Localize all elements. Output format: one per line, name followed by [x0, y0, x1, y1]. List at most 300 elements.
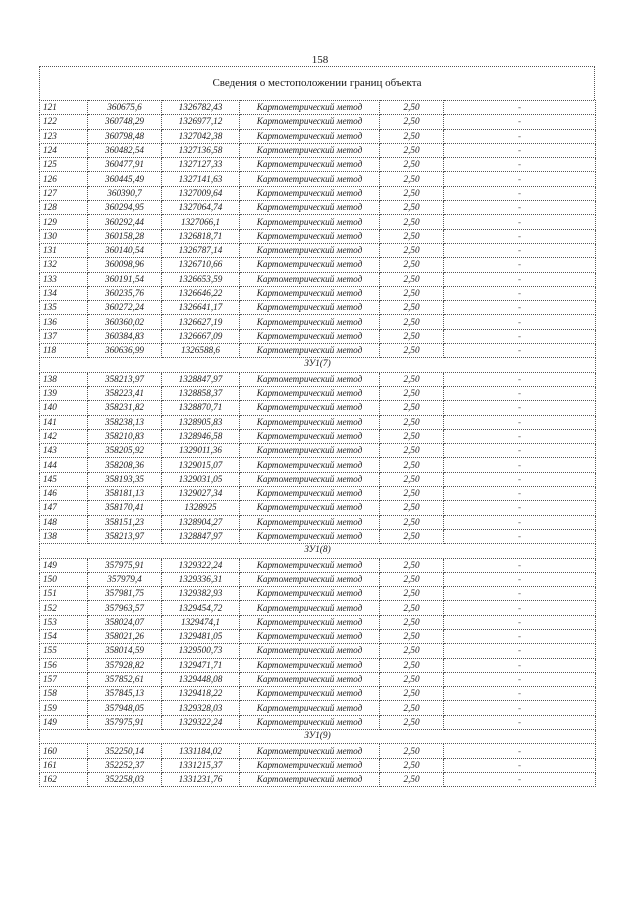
method-cell: Картометрический метод — [240, 687, 380, 701]
table-row — [40, 344, 596, 358]
point-number-cell: 144 — [40, 458, 88, 472]
accuracy-cell: 2,50 — [380, 658, 444, 672]
coord-x-cell: 357845,13 — [88, 687, 162, 701]
coord-x-cell: 360445,49 — [88, 172, 162, 186]
method-cell: Картометрический метод — [240, 658, 380, 672]
accuracy-cell: 2,50 — [380, 158, 444, 172]
description-cell: - — [444, 286, 596, 300]
method-cell: Картометрический метод — [240, 515, 380, 529]
coord-x-cell: 360748,29 — [88, 115, 162, 129]
point-number-cell: 121 — [40, 101, 88, 115]
point-number-cell: 130 — [40, 229, 88, 243]
method-cell: Картометрический метод — [240, 444, 380, 458]
coord-x-cell: 360191,54 — [88, 272, 162, 286]
table-row — [40, 501, 596, 515]
method-cell: Картометрический метод — [240, 258, 380, 272]
method-cell: Картометрический метод — [240, 629, 380, 643]
point-number-cell: 161 — [40, 758, 88, 772]
description-cell: - — [444, 529, 596, 543]
point-number-cell: 141 — [40, 415, 88, 429]
accuracy-cell: 2,50 — [380, 558, 444, 572]
coord-y-cell: 1327066,1 — [162, 215, 240, 229]
coord-y-cell: 1329481,05 — [162, 629, 240, 643]
coord-x-cell: 357963,57 — [88, 601, 162, 615]
method-cell: Картометрический метод — [240, 458, 380, 472]
coord-x-cell: 357975,91 — [88, 715, 162, 729]
table-row — [40, 143, 596, 157]
method-cell: Картометрический метод — [240, 501, 380, 515]
point-number-cell: 143 — [40, 444, 88, 458]
coord-x-cell: 360292,44 — [88, 215, 162, 229]
coord-x-cell: 360098,96 — [88, 258, 162, 272]
coord-y-cell: 1326787,14 — [162, 243, 240, 257]
point-number-cell: 132 — [40, 258, 88, 272]
description-cell: - — [444, 772, 596, 786]
point-number-cell: 136 — [40, 315, 88, 329]
description-cell: - — [444, 272, 596, 286]
description-cell: - — [444, 315, 596, 329]
table-row — [40, 744, 596, 758]
coord-x-cell: 352250,14 — [88, 744, 162, 758]
table-row — [40, 758, 596, 772]
coord-y-cell: 1326627,19 — [162, 315, 240, 329]
method-cell: Картометрический метод — [240, 558, 380, 572]
accuracy-cell: 2,50 — [380, 386, 444, 400]
method-cell: Картометрический метод — [240, 201, 380, 215]
point-number-cell: 126 — [40, 172, 88, 186]
coordinates-sheet — [39, 66, 595, 787]
table-row — [40, 429, 596, 443]
description-cell: - — [444, 572, 596, 586]
description-cell: - — [444, 429, 596, 443]
coord-y-cell: 1326818,71 — [162, 229, 240, 243]
coord-y-cell: 1327009,64 — [162, 186, 240, 200]
point-number-cell: 118 — [40, 344, 88, 358]
method-cell: Картометрический метод — [240, 344, 380, 358]
point-number-cell: 124 — [40, 143, 88, 157]
coord-y-cell: 1329011,36 — [162, 444, 240, 458]
description-cell: - — [444, 143, 596, 157]
coord-x-cell: 360482,54 — [88, 143, 162, 157]
table-row — [40, 229, 596, 243]
description-cell: - — [444, 758, 596, 772]
coord-y-cell: 1328925 — [162, 501, 240, 515]
point-number-cell: 157 — [40, 672, 88, 686]
coord-x-cell: 352258,03 — [88, 772, 162, 786]
coord-y-cell: 1331215,37 — [162, 758, 240, 772]
coord-x-cell: 360636,99 — [88, 344, 162, 358]
method-cell: Картометрический метод — [240, 143, 380, 157]
accuracy-cell: 2,50 — [380, 687, 444, 701]
point-number-cell: 128 — [40, 201, 88, 215]
table-row — [40, 215, 596, 229]
table-row — [40, 529, 596, 543]
coord-x-cell: 360798,48 — [88, 129, 162, 143]
coord-y-cell: 1329454,72 — [162, 601, 240, 615]
accuracy-cell: 2,50 — [380, 401, 444, 415]
coord-x-cell: 358213,97 — [88, 529, 162, 543]
coord-x-cell: 360272,24 — [88, 301, 162, 315]
method-cell: Картометрический метод — [240, 315, 380, 329]
method-cell: Картометрический метод — [240, 572, 380, 586]
coord-y-cell: 1331231,76 — [162, 772, 240, 786]
table-row — [40, 558, 596, 572]
coord-y-cell: 1326588,6 — [162, 344, 240, 358]
method-cell: Картометрический метод — [240, 186, 380, 200]
point-number-cell: 159 — [40, 701, 88, 715]
method-cell: Картометрический метод — [240, 101, 380, 115]
description-cell: - — [444, 186, 596, 200]
method-cell: Картометрический метод — [240, 487, 380, 501]
accuracy-cell: 2,50 — [380, 572, 444, 586]
accuracy-cell: 2,50 — [380, 515, 444, 529]
description-cell: - — [444, 172, 596, 186]
accuracy-cell: 2,50 — [380, 101, 444, 115]
point-number-cell: 122 — [40, 115, 88, 129]
coord-y-cell: 1329027,34 — [162, 487, 240, 501]
section-title: Сведения о местоположении границ объекта — [39, 66, 595, 100]
accuracy-cell: 2,50 — [380, 615, 444, 629]
accuracy-cell: 2,50 — [380, 415, 444, 429]
description-cell: - — [444, 258, 596, 272]
coord-x-cell: 357979,4 — [88, 572, 162, 586]
accuracy-cell: 2,50 — [380, 201, 444, 215]
table-row — [40, 372, 596, 386]
method-cell: Картометрический метод — [240, 372, 380, 386]
method-cell: Картометрический метод — [240, 115, 380, 129]
method-cell: Картометрический метод — [240, 615, 380, 629]
method-cell: Картометрический метод — [240, 758, 380, 772]
description-cell: - — [444, 215, 596, 229]
description-cell: - — [444, 344, 596, 358]
coord-x-cell: 360360,02 — [88, 315, 162, 329]
method-cell: Картометрический метод — [240, 129, 380, 143]
point-number-cell: 131 — [40, 243, 88, 257]
table-row — [40, 315, 596, 329]
description-cell: - — [444, 715, 596, 729]
point-number-cell: 155 — [40, 644, 88, 658]
coord-y-cell: 1329474,1 — [162, 615, 240, 629]
coord-x-cell: 358231,82 — [88, 401, 162, 415]
method-cell: Картометрический метод — [240, 415, 380, 429]
coord-x-cell: 357852,61 — [88, 672, 162, 686]
accuracy-cell: 2,50 — [380, 501, 444, 515]
point-number-cell: 125 — [40, 158, 88, 172]
table-row — [40, 701, 596, 715]
table-row — [40, 258, 596, 272]
description-cell: - — [444, 458, 596, 472]
coord-x-cell: 358170,41 — [88, 501, 162, 515]
coord-y-cell: 1326646,22 — [162, 286, 240, 300]
coord-y-cell: 1329500,73 — [162, 644, 240, 658]
table-row — [40, 515, 596, 529]
coord-x-cell: 357928,82 — [88, 658, 162, 672]
method-cell: Картометрический метод — [240, 587, 380, 601]
group-header-row — [40, 358, 596, 372]
coord-y-cell: 1331184,02 — [162, 744, 240, 758]
table-row — [40, 272, 596, 286]
coord-x-cell: 358213,97 — [88, 372, 162, 386]
coord-y-cell: 1327042,38 — [162, 129, 240, 143]
accuracy-cell: 2,50 — [380, 672, 444, 686]
accuracy-cell: 2,50 — [380, 458, 444, 472]
point-number-cell: 152 — [40, 601, 88, 615]
coord-x-cell: 358014,59 — [88, 644, 162, 658]
group-header-row — [40, 544, 596, 558]
coord-x-cell: 352252,37 — [88, 758, 162, 772]
description-cell: - — [444, 329, 596, 343]
coord-x-cell: 360294,95 — [88, 201, 162, 215]
method-cell: Картометрический метод — [240, 672, 380, 686]
table-row — [40, 386, 596, 400]
accuracy-cell: 2,50 — [380, 172, 444, 186]
group-label: ЗУ1(9) — [40, 730, 596, 744]
point-number-cell: 127 — [40, 186, 88, 200]
table-row — [40, 601, 596, 615]
point-number-cell: 151 — [40, 587, 88, 601]
group-header-row — [40, 730, 596, 744]
table-row — [40, 301, 596, 315]
coord-x-cell: 360140,54 — [88, 243, 162, 257]
table-row — [40, 286, 596, 300]
coord-y-cell: 1329448,08 — [162, 672, 240, 686]
coord-x-cell: 360235,76 — [88, 286, 162, 300]
description-cell: - — [444, 129, 596, 143]
point-number-cell: 146 — [40, 487, 88, 501]
table-row — [40, 487, 596, 501]
accuracy-cell: 2,50 — [380, 444, 444, 458]
table-row — [40, 772, 596, 786]
description-cell: - — [444, 415, 596, 429]
accuracy-cell: 2,50 — [380, 472, 444, 486]
table-row — [40, 329, 596, 343]
table-row — [40, 458, 596, 472]
point-number-cell: 140 — [40, 401, 88, 415]
accuracy-cell: 2,50 — [380, 529, 444, 543]
accuracy-cell: 2,50 — [380, 772, 444, 786]
table-row — [40, 587, 596, 601]
description-cell: - — [444, 601, 596, 615]
table-row — [40, 115, 596, 129]
accuracy-cell: 2,50 — [380, 315, 444, 329]
coord-x-cell: 357975,91 — [88, 558, 162, 572]
coord-y-cell: 1326710,66 — [162, 258, 240, 272]
accuracy-cell: 2,50 — [380, 344, 444, 358]
description-cell: - — [444, 515, 596, 529]
accuracy-cell: 2,50 — [380, 215, 444, 229]
accuracy-cell: 2,50 — [380, 429, 444, 443]
point-number-cell: 154 — [40, 629, 88, 643]
description-cell: - — [444, 558, 596, 572]
coord-x-cell: 357948,05 — [88, 701, 162, 715]
accuracy-cell: 2,50 — [380, 286, 444, 300]
method-cell: Картометрический метод — [240, 272, 380, 286]
description-cell: - — [444, 672, 596, 686]
description-cell: - — [444, 372, 596, 386]
point-number-cell: 139 — [40, 386, 88, 400]
table-row — [40, 572, 596, 586]
coord-x-cell: 358021,26 — [88, 629, 162, 643]
coord-y-cell: 1329336,31 — [162, 572, 240, 586]
coord-x-cell: 358024,07 — [88, 615, 162, 629]
coord-x-cell: 358193,35 — [88, 472, 162, 486]
table-row — [40, 172, 596, 186]
point-number-cell: 149 — [40, 558, 88, 572]
description-cell: - — [444, 658, 596, 672]
coord-x-cell: 357981,75 — [88, 587, 162, 601]
coord-y-cell: 1328870,71 — [162, 401, 240, 415]
coord-y-cell: 1328904,27 — [162, 515, 240, 529]
point-number-cell: 138 — [40, 372, 88, 386]
table-row — [40, 243, 596, 257]
method-cell: Картометрический метод — [240, 644, 380, 658]
accuracy-cell: 2,50 — [380, 644, 444, 658]
method-cell: Картометрический метод — [240, 772, 380, 786]
accuracy-cell: 2,50 — [380, 601, 444, 615]
table-row — [40, 629, 596, 643]
method-cell: Картометрический метод — [240, 401, 380, 415]
table-row — [40, 401, 596, 415]
coord-x-cell: 358205,92 — [88, 444, 162, 458]
coord-y-cell: 1326977,12 — [162, 115, 240, 129]
method-cell: Картометрический метод — [240, 215, 380, 229]
method-cell: Картометрический метод — [240, 229, 380, 243]
description-cell: - — [444, 472, 596, 486]
method-cell: Картометрический метод — [240, 429, 380, 443]
coord-y-cell: 1327141,63 — [162, 172, 240, 186]
method-cell: Картометрический метод — [240, 601, 380, 615]
coord-y-cell: 1329015,07 — [162, 458, 240, 472]
method-cell: Картометрический метод — [240, 386, 380, 400]
table-row — [40, 472, 596, 486]
table-row — [40, 615, 596, 629]
method-cell: Картометрический метод — [240, 158, 380, 172]
description-cell: - — [444, 115, 596, 129]
description-cell: - — [444, 444, 596, 458]
description-cell: - — [444, 243, 596, 257]
coord-x-cell: 360675,6 — [88, 101, 162, 115]
accuracy-cell: 2,50 — [380, 115, 444, 129]
accuracy-cell: 2,50 — [380, 758, 444, 772]
accuracy-cell: 2,50 — [380, 143, 444, 157]
method-cell: Картометрический метод — [240, 243, 380, 257]
accuracy-cell: 2,50 — [380, 186, 444, 200]
method-cell: Картометрический метод — [240, 472, 380, 486]
accuracy-cell: 2,50 — [380, 301, 444, 315]
coord-y-cell: 1327136,58 — [162, 143, 240, 157]
point-number-cell: 145 — [40, 472, 88, 486]
coord-x-cell: 358208,36 — [88, 458, 162, 472]
accuracy-cell: 2,50 — [380, 715, 444, 729]
description-cell: - — [444, 744, 596, 758]
accuracy-cell: 2,50 — [380, 744, 444, 758]
point-number-cell: 160 — [40, 744, 88, 758]
description-cell: - — [444, 229, 596, 243]
point-number-cell: 158 — [40, 687, 88, 701]
description-cell: - — [444, 201, 596, 215]
table-row — [40, 186, 596, 200]
table-row — [40, 715, 596, 729]
method-cell: Картометрический метод — [240, 329, 380, 343]
point-number-cell: 135 — [40, 301, 88, 315]
accuracy-cell: 2,50 — [380, 129, 444, 143]
coord-x-cell: 358223,41 — [88, 386, 162, 400]
accuracy-cell: 2,50 — [380, 229, 444, 243]
method-cell: Картометрический метод — [240, 301, 380, 315]
accuracy-cell: 2,50 — [380, 258, 444, 272]
coord-x-cell: 360477,91 — [88, 158, 162, 172]
group-label: ЗУ1(7) — [40, 358, 596, 372]
point-number-cell: 133 — [40, 272, 88, 286]
accuracy-cell: 2,50 — [380, 629, 444, 643]
coord-y-cell: 1329471,71 — [162, 658, 240, 672]
description-cell: - — [444, 701, 596, 715]
coord-x-cell: 360390,7 — [88, 186, 162, 200]
method-cell: Картометрический метод — [240, 529, 380, 543]
point-number-cell: 137 — [40, 329, 88, 343]
coord-y-cell: 1326641,17 — [162, 301, 240, 315]
method-cell: Картометрический метод — [240, 701, 380, 715]
table-row — [40, 129, 596, 143]
table-row — [40, 158, 596, 172]
point-number-cell: 148 — [40, 515, 88, 529]
coord-y-cell: 1327064,74 — [162, 201, 240, 215]
coord-x-cell: 360158,28 — [88, 229, 162, 243]
description-cell: - — [444, 386, 596, 400]
accuracy-cell: 2,50 — [380, 587, 444, 601]
point-number-cell: 149 — [40, 715, 88, 729]
coord-x-cell: 358181,13 — [88, 487, 162, 501]
table-row — [40, 672, 596, 686]
table-row — [40, 101, 596, 115]
point-number-cell: 142 — [40, 429, 88, 443]
table-row — [40, 415, 596, 429]
description-cell: - — [444, 158, 596, 172]
method-cell: Картометрический метод — [240, 744, 380, 758]
coord-y-cell: 1329322,24 — [162, 558, 240, 572]
coord-y-cell: 1329322,24 — [162, 715, 240, 729]
point-number-cell: 138 — [40, 529, 88, 543]
description-cell: - — [444, 301, 596, 315]
point-number-cell: 156 — [40, 658, 88, 672]
coordinates-table — [39, 100, 596, 787]
coord-x-cell: 358210,83 — [88, 429, 162, 443]
coord-y-cell: 1329418,22 — [162, 687, 240, 701]
description-cell: - — [444, 501, 596, 515]
group-label: ЗУ1(8) — [40, 544, 596, 558]
page-number: 158 — [311, 54, 329, 66]
method-cell: Картометрический метод — [240, 172, 380, 186]
point-number-cell: 129 — [40, 215, 88, 229]
coord-y-cell: 1328946,58 — [162, 429, 240, 443]
accuracy-cell: 2,50 — [380, 243, 444, 257]
coord-y-cell: 1326667,09 — [162, 329, 240, 343]
coord-y-cell: 1326782,43 — [162, 101, 240, 115]
table-row — [40, 444, 596, 458]
coord-x-cell: 358238,13 — [88, 415, 162, 429]
point-number-cell: 134 — [40, 286, 88, 300]
point-number-cell: 123 — [40, 129, 88, 143]
description-cell: - — [444, 615, 596, 629]
method-cell: Картометрический метод — [240, 715, 380, 729]
coord-y-cell: 1327127,33 — [162, 158, 240, 172]
point-number-cell: 150 — [40, 572, 88, 586]
coord-y-cell: 1328847,97 — [162, 529, 240, 543]
table-row — [40, 644, 596, 658]
table-row — [40, 687, 596, 701]
coord-y-cell: 1326653,59 — [162, 272, 240, 286]
description-cell: - — [444, 587, 596, 601]
